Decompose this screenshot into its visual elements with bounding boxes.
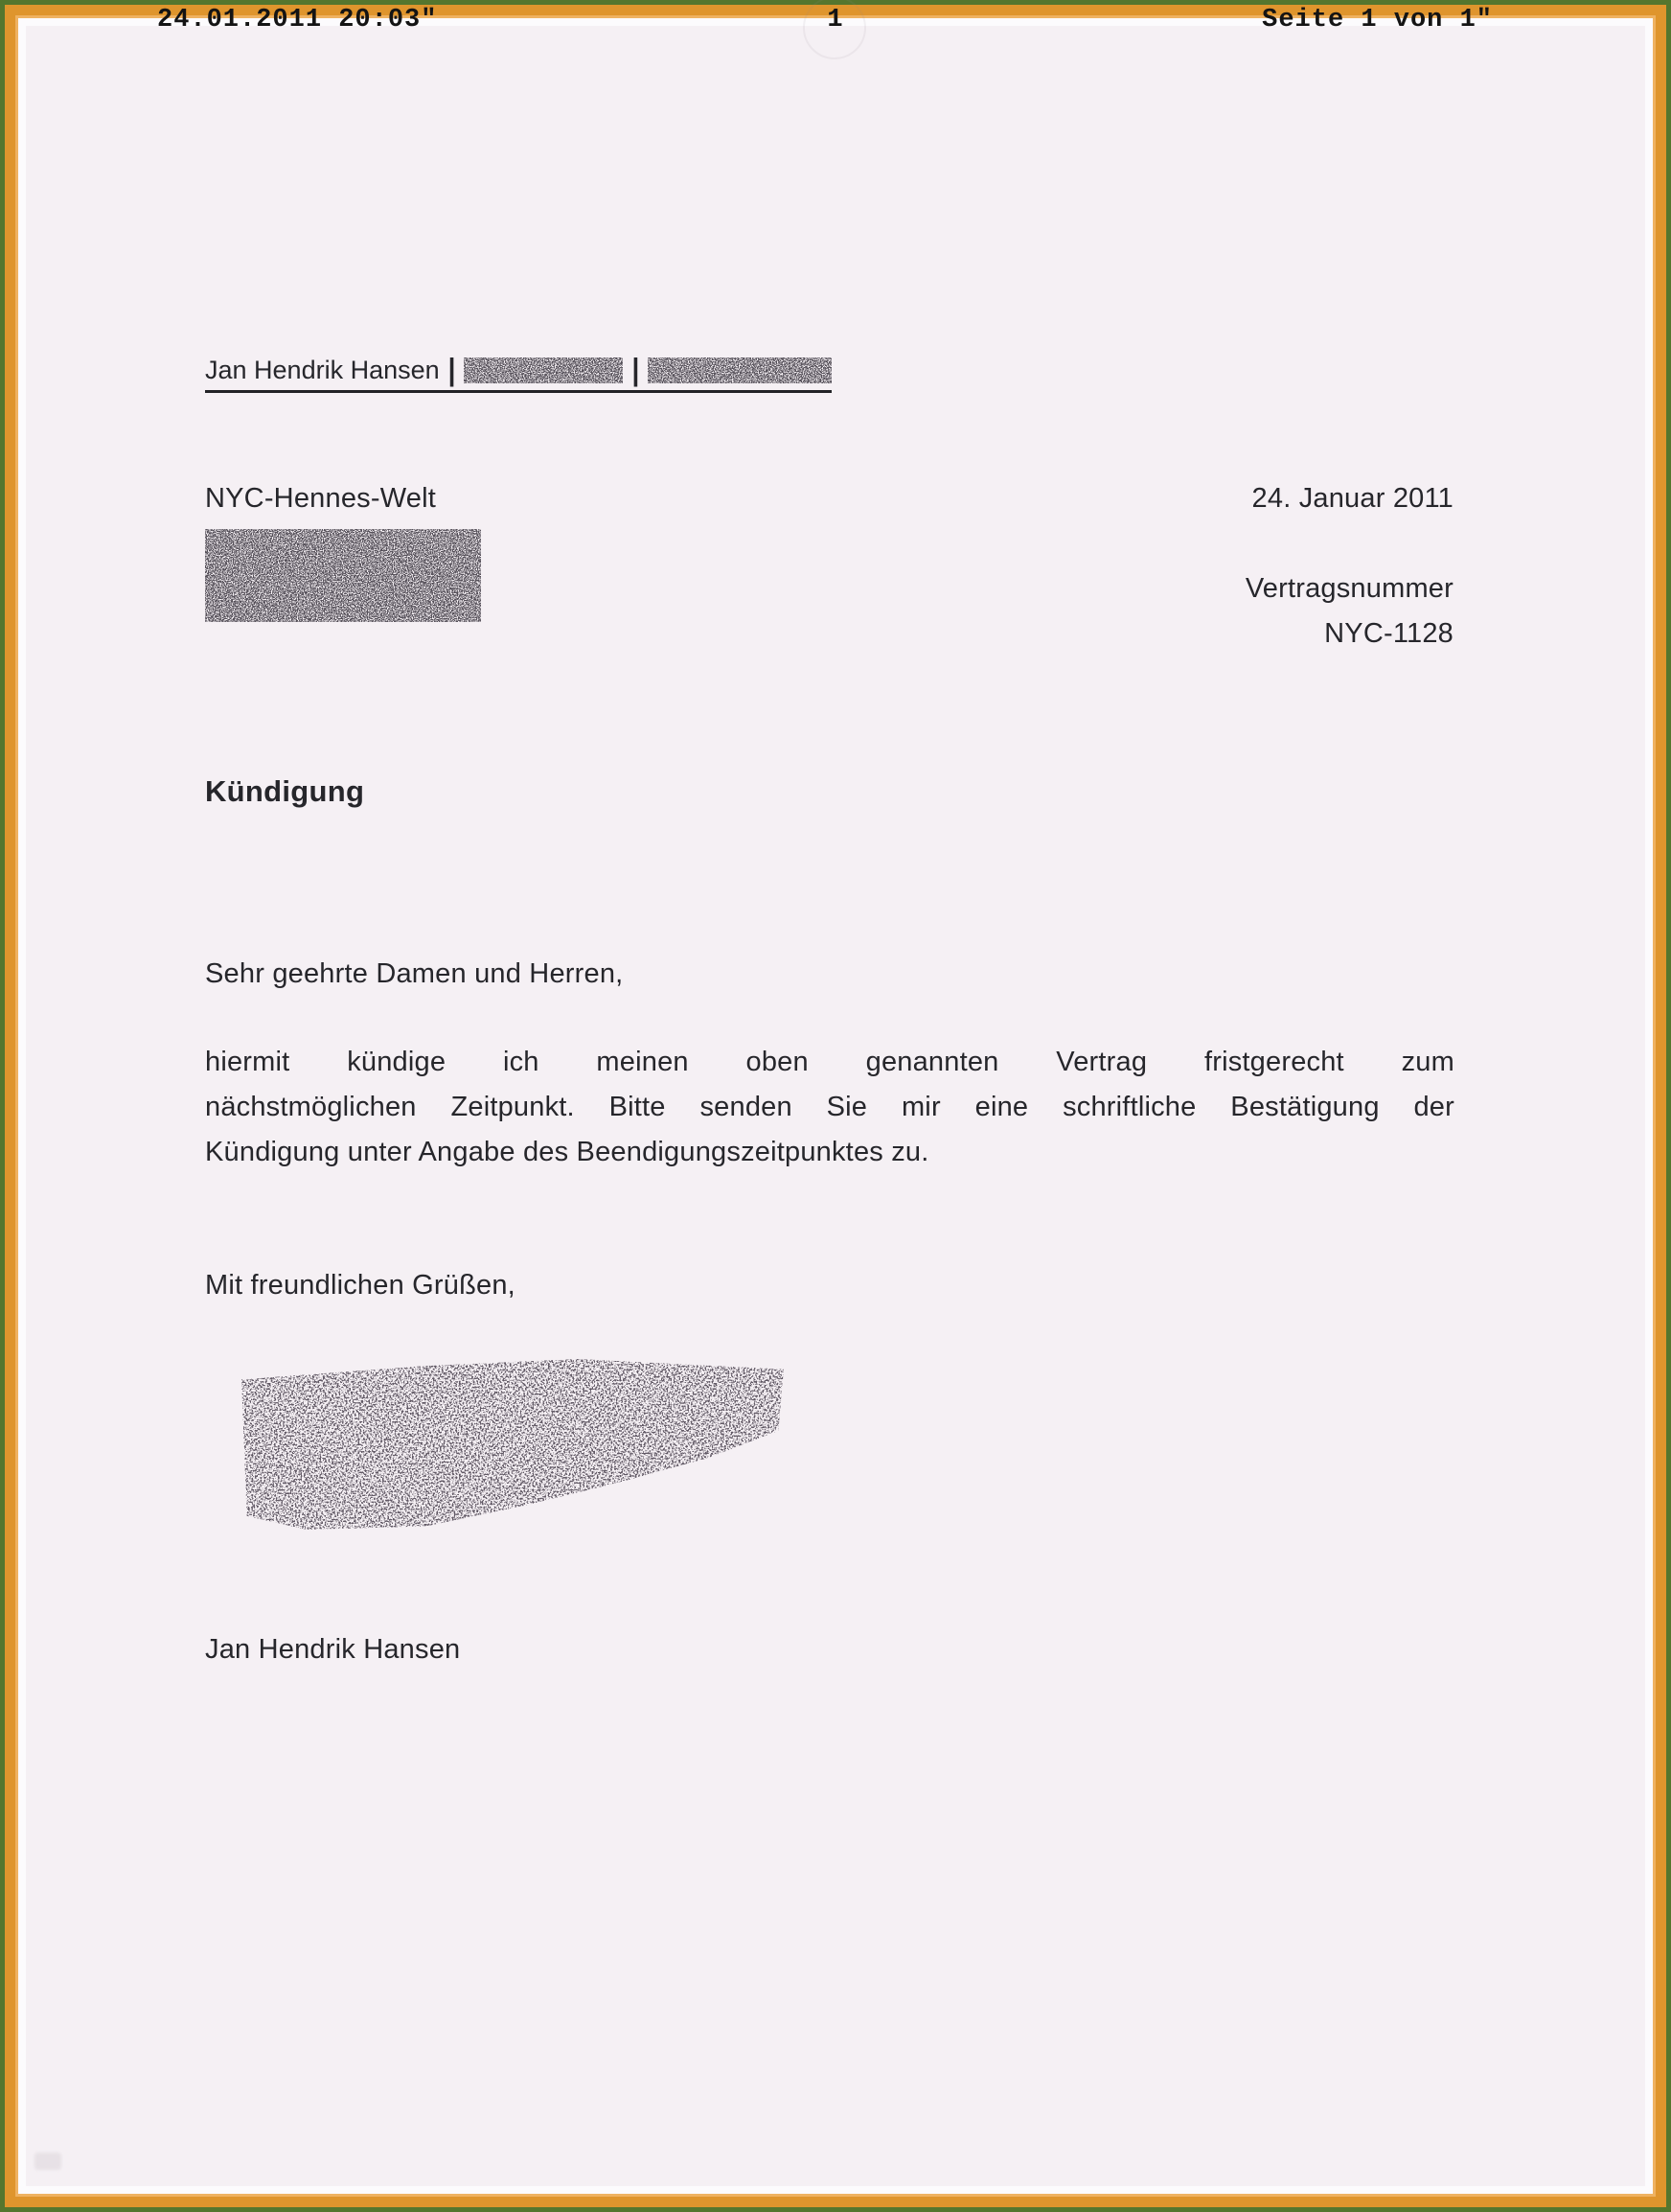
recipient-name: NYC-Hennes-Welt [205,483,436,514]
sender-contact-line [205,352,832,393]
subject-heading: Kündigung [205,774,365,808]
body-paragraph [205,1040,1454,1175]
header-datetime: 24.01.2011 20:03" [157,6,438,35]
body-line-2: nächstmöglichen Zeitpunkt. Bitte senden Sie mir eine schriftliche Bestätigung der [205,1092,1454,1122]
contract-number: NYC-1128 [1324,618,1454,649]
letter-date: 24. Januar 2011 [1251,483,1454,514]
salutation: Sehr geehrte Damen und Herren, [205,958,624,989]
body-line-1: hiermit kündige ich meinen oben genannten Vertrag fristgerecht zum [205,1047,1454,1077]
redacted-address-block [205,529,481,622]
header-page-count: Seite 1 von 1" [1262,6,1493,35]
redacted-contact-block-2 [648,357,832,383]
sender-name: Jan Hendrik Hansen [205,355,440,384]
closing-phrase: Mit freundlichen Grüßen, [205,1270,515,1301]
separator-pipe: | [631,352,640,387]
contract-label: Vertragsnummer [1245,573,1454,604]
faint-smudge-mark [34,2153,61,2170]
redacted-contact-block-1 [464,357,623,383]
redacted-signature [241,1359,784,1530]
header-page-number: 1 [827,6,844,35]
separator-pipe: | [447,352,456,387]
signer-name: Jan Hendrik Hansen [205,1634,461,1665]
body-line-3: Kündigung unter Angabe des Beendigungszeitpunktes zu. [205,1137,929,1167]
